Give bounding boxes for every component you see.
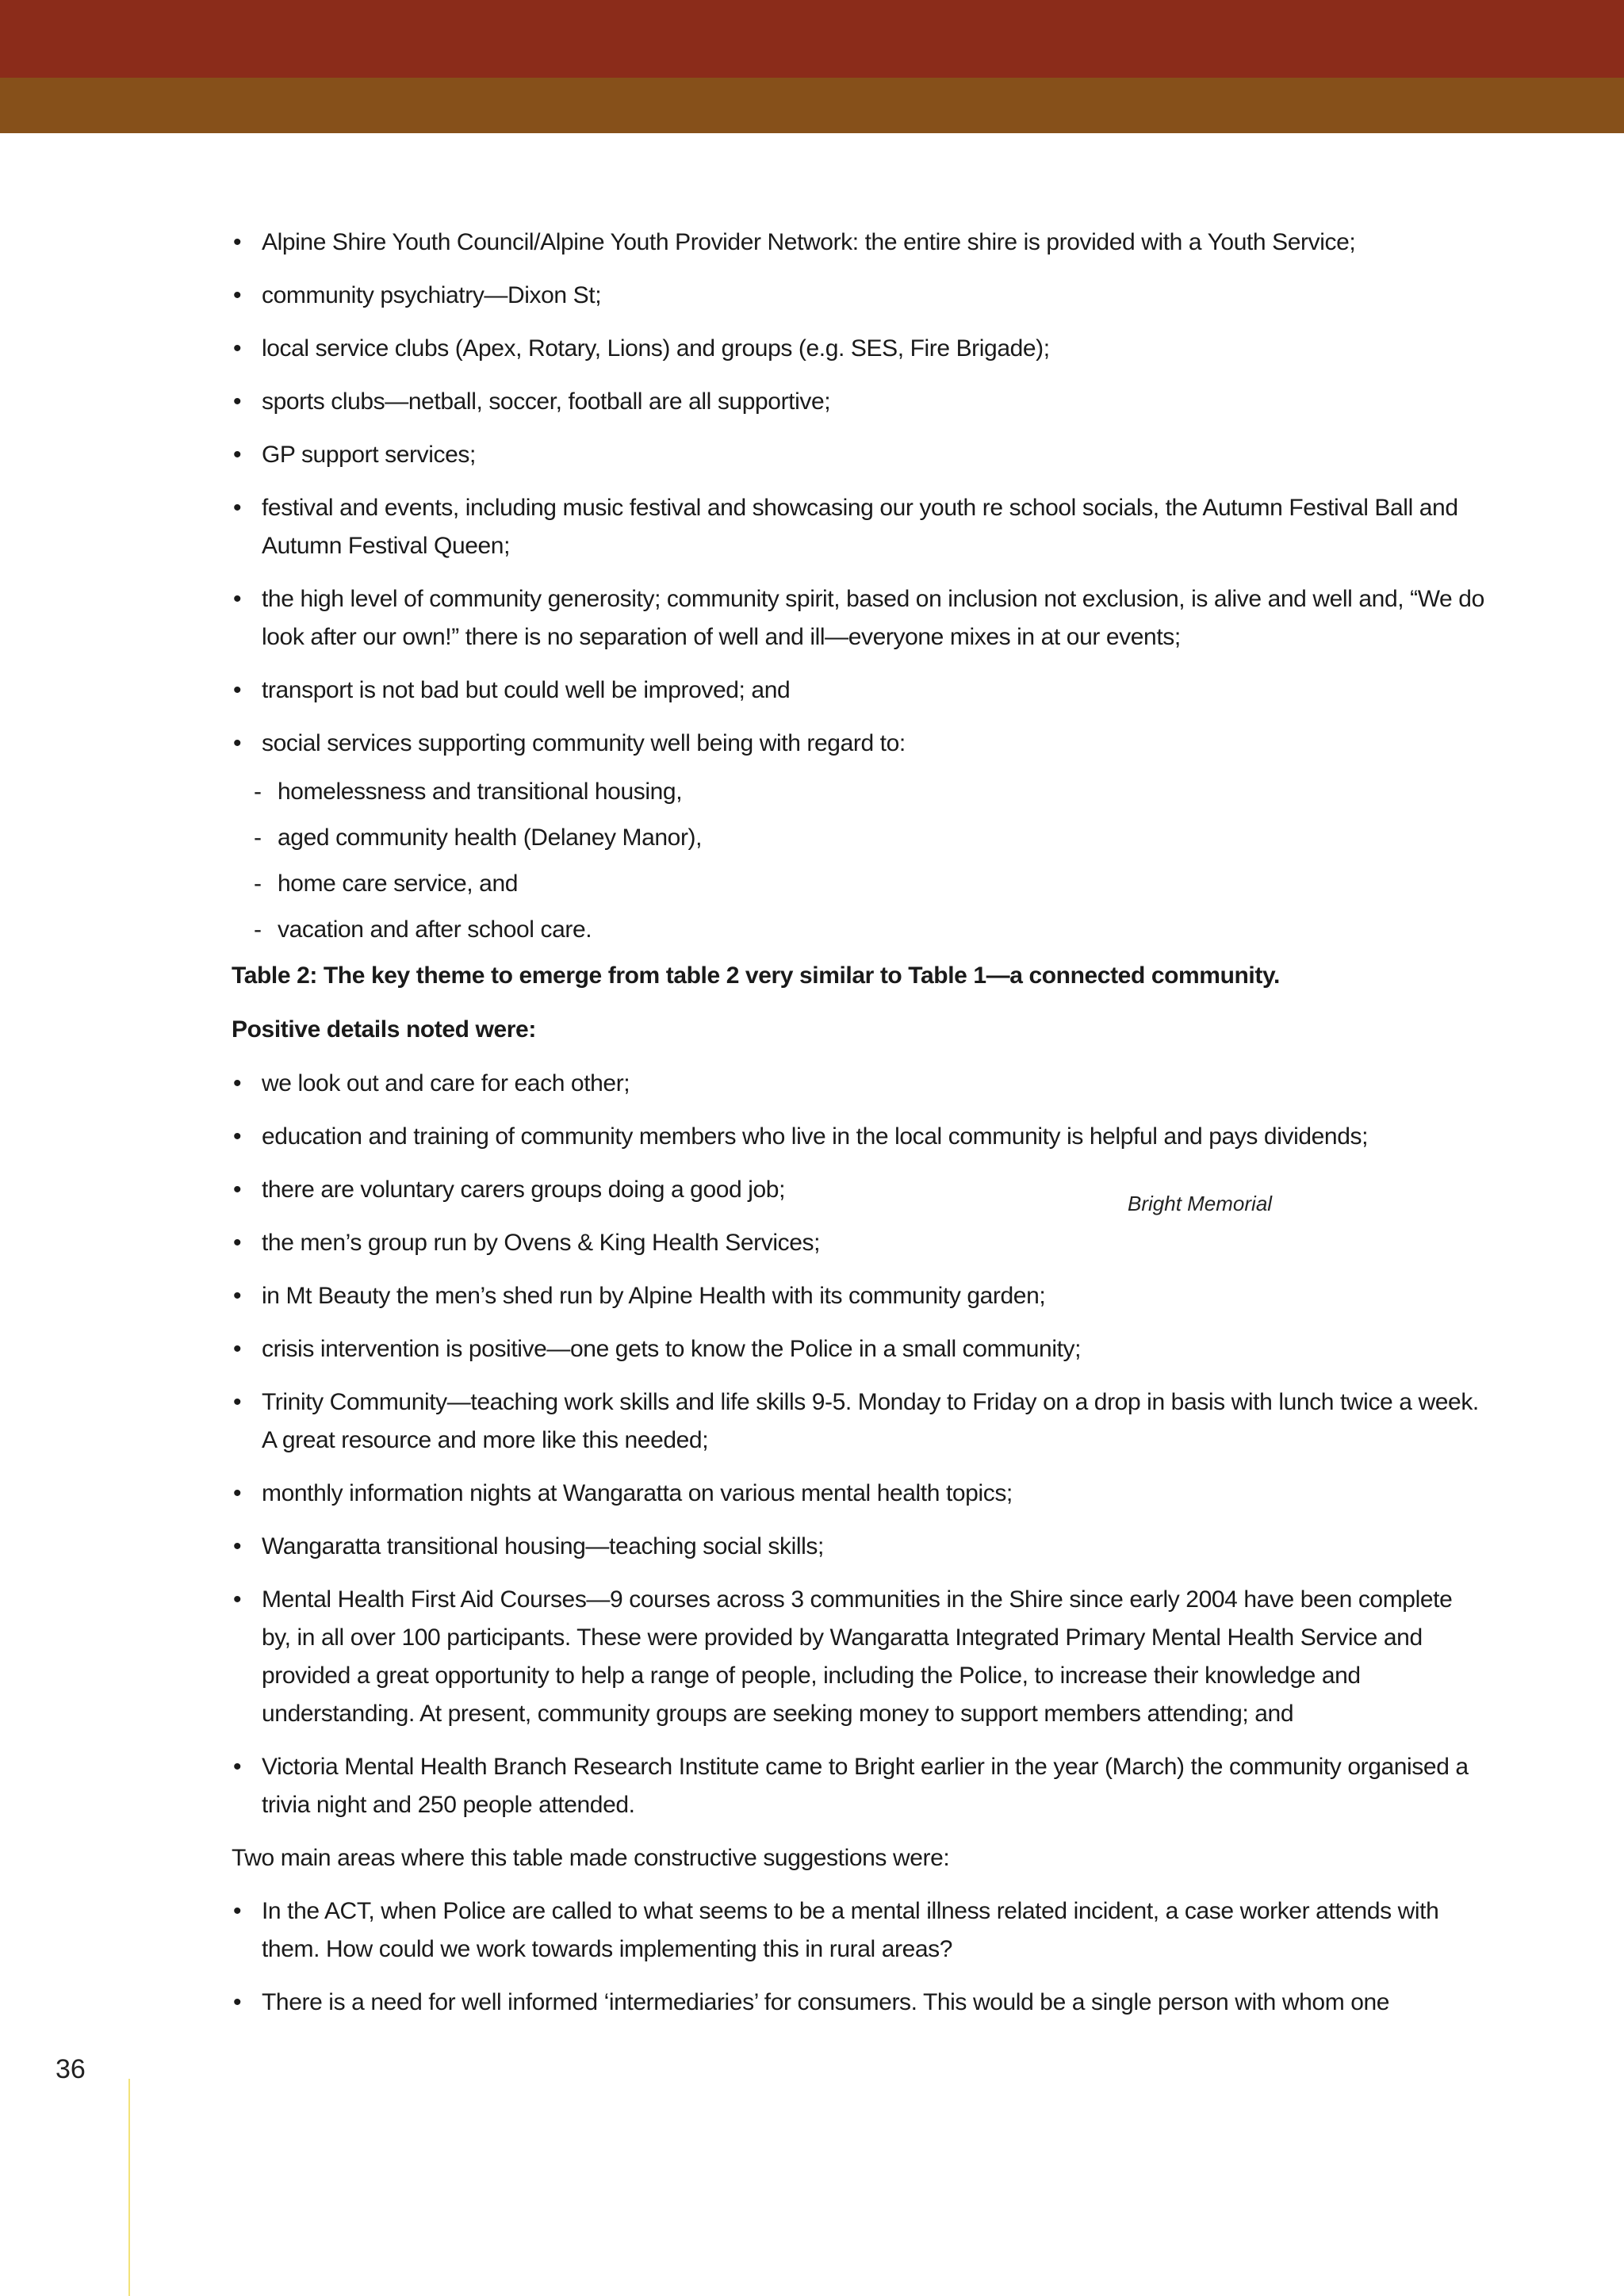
list-item: • sports clubs—netball, soccer, football are all supportive; xyxy=(232,383,1484,421)
list-item: • monthly information nights at Wangaratta on various mental health topics; xyxy=(232,1475,1484,1513)
list-item: • we look out and care for each other; xyxy=(232,1065,1484,1103)
positive-details-heading: Positive details noted were: xyxy=(232,1016,536,1043)
list-item: • the high level of community generosity; community spirit, based on inclusion not exclusion, is alive and well and, “We do look after our own!” there is no separation of well and ill—everyone mixes in at our events; xyxy=(232,580,1484,656)
list-item: • There is a need for well informed ‘intermediaries’ for consumers. This would be a single person with whom one xyxy=(232,1984,1484,2022)
community-services-list xyxy=(232,224,1484,763)
list-item: • transport is not bad but could well be improved; and xyxy=(232,672,1484,710)
list-item: • Alpine Shire Youth Council/Alpine Youth Provider Network: the entire shire is provided with a Youth Service; xyxy=(232,224,1484,262)
image-caption: Bright Memorial xyxy=(1128,1192,1273,1215)
list-item: • there are voluntary carers groups doing a good job; xyxy=(232,1171,1484,1209)
list-item: • crisis intervention is positive—one gets to know the Police in a small community; xyxy=(232,1330,1484,1368)
list-item: • education and training of community members who live in the local community is helpful and pays dividends; xyxy=(232,1118,1484,1156)
list-item: • festival and events, including music festival and showcasing our youth re school socials, the Autumn Festival Ball and Autumn Festival Queen; xyxy=(232,489,1484,565)
sub-list-item: - homelessness and transitional housing, xyxy=(232,773,1484,811)
list-item: • Trinity Community—teaching work skills and life skills 9-5. Monday to Friday on a drop in basis with lunch twice a week. A great resource and more like this needed; xyxy=(232,1383,1484,1460)
page-number: 36 xyxy=(56,2054,86,2084)
list-item: • Mental Health First Aid Courses—9 courses across 3 communities in the Shire since early 2004 have been complete by, in all over 100 participants. These were provided by Wangaratta Integrated Primary Mental Health Service and provided a great opportunity to help a range of people, including the Police, to increase their knowledge and understanding. At present, community groups are seeking money to support members attending; and xyxy=(232,1581,1484,1733)
sub-list-item: - aged community health (Delaney Manor), xyxy=(232,819,1484,857)
table2-heading: Table 2: The key theme to emerge from table 2 very similar to Table 1—a connected community. xyxy=(232,962,1280,989)
list-item: • local service clubs (Apex, Rotary, Lions) and groups (e.g. SES, Fire Brigade); xyxy=(232,330,1484,368)
header-band-red xyxy=(0,0,1624,78)
sub-list-item: - vacation and after school care. xyxy=(232,911,1484,949)
list-item: • GP support services; xyxy=(232,436,1484,474)
list-item: • Victoria Mental Health Branch Research Institute came to Bright earlier in the year (March) the community organised a trivia night and 250 people attended. xyxy=(232,1748,1484,1824)
list-item: • In the ACT, when Police are called to what seems to be a mental illness related incident, a case worker attends with them. How could we work towards implementing this in rural areas? xyxy=(232,1892,1484,1969)
margin-rule xyxy=(128,2079,130,2296)
positive-details-list xyxy=(232,1065,1484,1824)
suggestions-intro: Two main areas where this table made constructive suggestions were: xyxy=(232,1845,950,1871)
list-item: • the men’s group run by Ovens & King Health Services; xyxy=(232,1224,1484,1262)
list-item: • community psychiatry—Dixon St; xyxy=(232,277,1484,315)
social-services-sublist xyxy=(232,773,1484,949)
list-item: • Wangaratta transitional housing—teaching social skills; xyxy=(232,1528,1484,1566)
sub-list-item: - home care service, and xyxy=(232,865,1484,903)
list-item: • in Mt Beauty the men’s shed run by Alpine Health with its community garden; xyxy=(232,1277,1484,1315)
document-body xyxy=(232,224,1484,2037)
suggestions-list xyxy=(232,1892,1484,2022)
list-item: • social services supporting community well being with regard to: xyxy=(232,725,1484,763)
header-band-brown xyxy=(0,78,1624,133)
